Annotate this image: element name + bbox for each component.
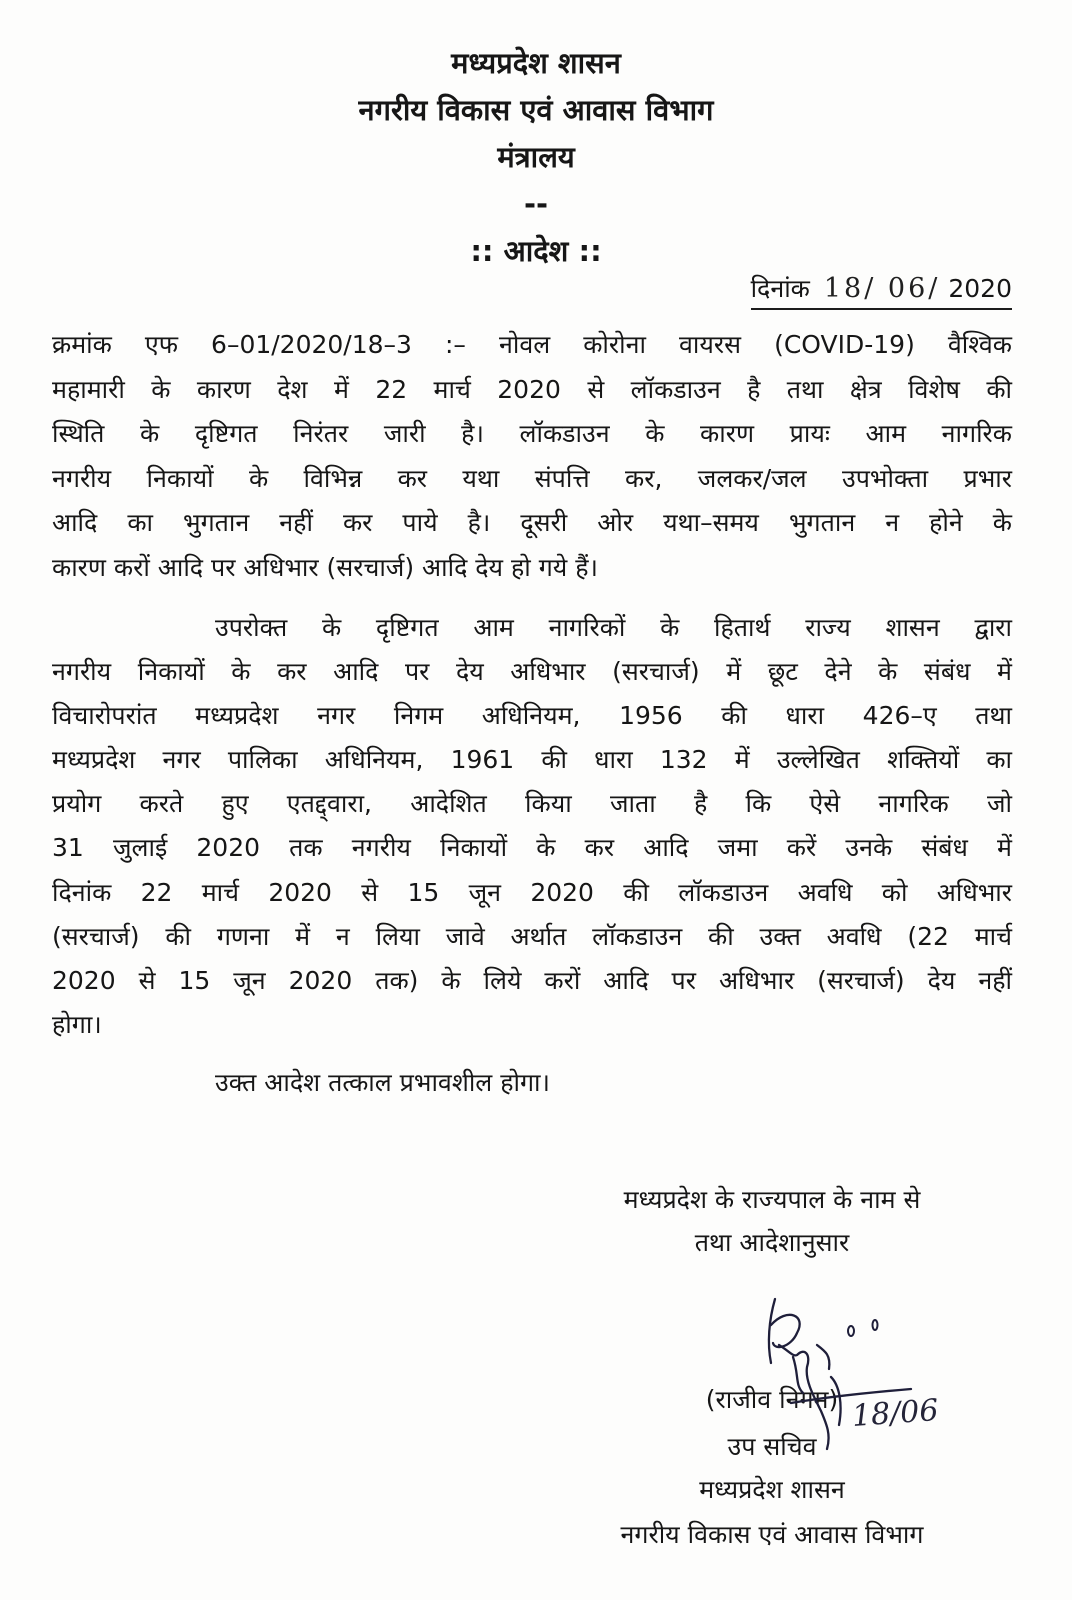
paragraph-line: (सरचार्ज) की गणना में न लिया जावे अर्थात लॉकडाउन की उक्त अवधि (22 मार्च xyxy=(52,921,1012,951)
office-name: मंत्रालय xyxy=(497,140,575,174)
paragraph-line: 2020 से 15 जून 2020 तक) के लिये करों आदि पर अधिभार (सरचार्ज) देय नहीं xyxy=(52,965,1012,995)
paragraph-line: प्रयोग करते हुए एतद्द्वारा, आदेशित किया जाता है कि ऐसे नागरिक जो xyxy=(52,789,1012,819)
paragraph-line: स्थिति के दृष्टिगत निरंतर जारी है। लॉकडाउन के कारण प्रायः आम नागरिक xyxy=(52,419,1012,449)
authority-line-2: तथा आदेशानुसार xyxy=(694,1228,850,1257)
order-date xyxy=(751,270,1012,310)
signature-stroke xyxy=(793,1357,803,1393)
signature-stroke xyxy=(779,1345,829,1449)
paragraph-line: कारण करों आदि पर अधिभार (सरचार्ज) आदि देय हो गये हैं। xyxy=(52,552,598,582)
paragraph-line: क्रमांक एफ 6–01/2020/18–3 :– नोवल कोरोना वायरस (COVID-19) वैश्विक xyxy=(52,330,1012,359)
signature-mark xyxy=(873,1320,878,1330)
signatory-government: मध्यप्रदेश शासन xyxy=(699,1475,845,1504)
document-header xyxy=(0,40,1072,275)
date-label: दिनांक xyxy=(750,274,810,303)
header-separator: -- xyxy=(523,187,549,221)
signatory-department: नगरीय विकास एवं आवास विभाग xyxy=(620,1520,924,1549)
order-title: :: आदेश :: xyxy=(470,234,602,268)
order-paragraph-2 xyxy=(52,606,1012,1047)
paragraph-line: नगरीय निकायों के विभिन्न कर यथा संपत्ति कर, जलकर/जल उपभोक्ता प्रभार xyxy=(52,463,1012,493)
paragraph-line: नगरीय निकायों के कर आदि पर देय अधिभार (सरचार्ज) में छूट देने के संबंध में xyxy=(52,657,1012,687)
paragraph-line: 31 जुलाई 2020 तक नगरीय निकायों के कर आदि जमा करें उनके संबंध में xyxy=(52,833,1012,863)
paragraph-line: मध्यप्रदेश नगर पालिका अधिनियम, 1961 की धारा 132 में उल्लेखित शक्तियों का xyxy=(52,745,1012,775)
paragraph-line: आदि का भुगतान नहीं कर पाये है। दूसरी ओर यथा–समय भुगतान न होने के xyxy=(52,508,1012,538)
signature-mark xyxy=(848,1326,854,1336)
date-handwritten-day-month: 18/ 06/ xyxy=(823,273,941,304)
signatory-designation: उप सचिव xyxy=(727,1432,817,1461)
department-name: नगरीय विकास एवं आवास विभाग xyxy=(358,93,714,127)
signature-stroke xyxy=(817,1345,829,1369)
government-name: मध्यप्रदेश शासन xyxy=(451,46,621,80)
signature-handwritten-date: 18/06 xyxy=(850,1393,940,1434)
authority-line-1: मध्यप्रदेश के राज्यपाल के नाम से xyxy=(623,1185,921,1214)
paragraph-line: होगा। xyxy=(52,1009,102,1039)
paragraph-line: महामारी के कारण देश में 22 मार्च 2020 से लॉकडाउन है तथा क्षेत्र विशेष की xyxy=(52,374,1012,404)
order-paragraph-1 xyxy=(52,323,1012,591)
signature-stroke xyxy=(769,1299,775,1363)
order-paragraph-3 xyxy=(215,1061,975,1105)
paragraph-line: उक्त आदेश तत्काल प्रभावशील होगा। xyxy=(215,1068,550,1097)
date-year: 2020 xyxy=(948,274,1012,303)
signatory-name: (राजीव निगम) xyxy=(705,1385,839,1414)
paragraph-line: उपरोक्त के दृष्टिगत आम नागरिकों के हितार्थ राज्य शासन द्वारा xyxy=(215,613,1012,642)
paragraph-line: विचारोपरांत मध्यप्रदेश नगर निगम अधिनियम, 1956 की धारा 426–ए तथा xyxy=(52,701,1012,731)
paragraph-line: दिनांक 22 मार्च 2020 से 15 जून 2020 की लॉकडाउन अवधि को अधिभार xyxy=(52,877,1012,907)
signature-stroke xyxy=(771,1315,800,1347)
signature-stroke xyxy=(831,1377,841,1425)
